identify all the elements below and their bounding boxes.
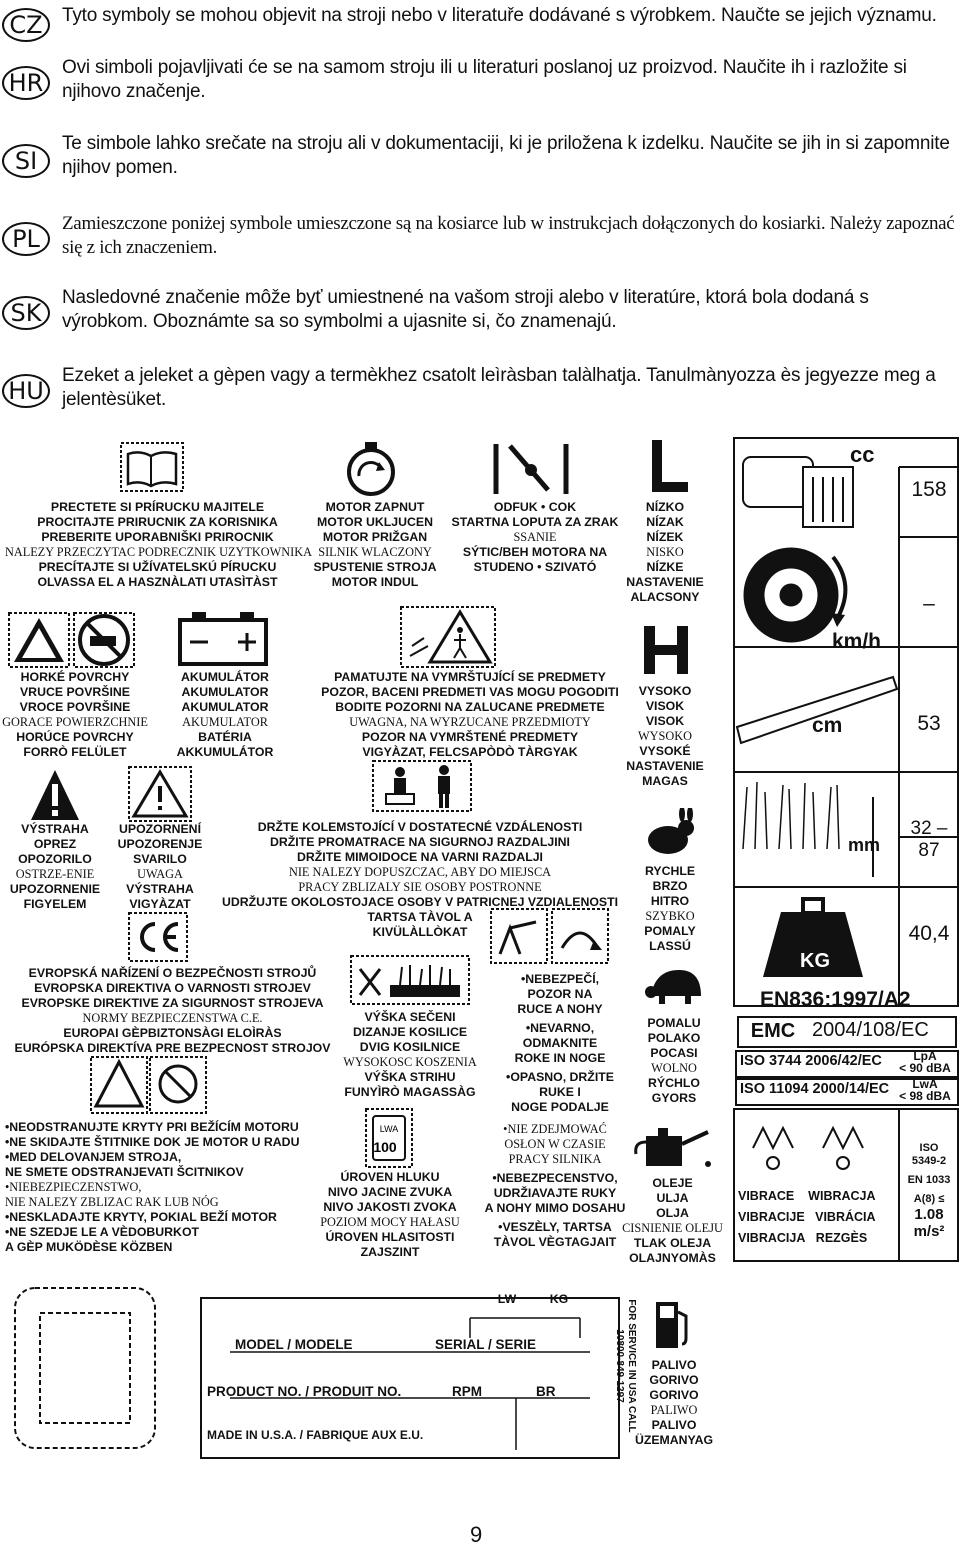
hand-foot-hazard-icon [490,908,610,964]
vibration-labels: VIBRACE WIBRACJA VIBRACIJE VIBRÁCIA VIBRACIJA REZGÈS [738,1189,876,1245]
fuel-pump-icon [652,1298,692,1352]
lang-badge-cz: CZ [2,8,50,42]
engine-on-icon [345,440,397,496]
danger-icon [30,768,80,822]
oil-label: OLEJE ULJA OLJA CISNIENIE OLEJU TLAK OLEJA OLAJNYOMÀS [622,1176,723,1265]
danger-label: VÝSTRAHA OPREZ OPOZORILO OSTRZE-ENIE UPOZORNENIE FIGYELEM [9,822,101,911]
low-letter-icon [650,438,690,494]
plate-br: BR [536,1384,556,1399]
cut-height-icon [350,955,470,1005]
cut-height-label: VÝŠKA SEČENI DIZANJE KOSILICE DVIG KOSILNICE WYSOKOSC KOSZENIA VÝŠKA STRIHU FUNYÌRÒ MAGASSÀG [343,1010,477,1099]
choke-icon [490,440,572,496]
lang-badge-sk: SK [2,296,50,330]
hot-surface-icon [8,612,136,668]
guard-warning-label: •NEODSTRANUJTE KRYTY PRI BEŽÍCÍM MOTORU •NE SKIDAJTE ŠTITNIKE DOK JE MOTOR U RADU •MED DELOVANJEM STROJA, NE SMETE ODSTRANJEVATI ŠCITNIKOV •NIEBEZPIECZENSTWO, NIE NALEZY ZBLIZAC RAK LUB NÓG •NESKLADAJTE KRYTY, POKIAL BEŽÍ MOTOR •NE SZEDJE LE A VÈDOBURKOT A GÈP MUKÖDÈSE KÖZBEN [5,1120,300,1254]
kg-value: 40,4 [908,922,950,945]
intro-text-hr: Ovi simboli pojavljivati će se na samom stroju ili u literaturi poslanoj uz proizvod. Naučite ih i razložite si njihovo značenje. [62,57,907,102]
noise-icon-label: LWA [379,1124,399,1134]
fast-label: RYCHLE BRZO HITRO SZYBKO POMALY LASSÚ [644,864,696,953]
high-letter-icon [642,624,690,676]
page-number: 9 [470,1522,483,1547]
thrown-objects-label: PAMATUJTE NA VYMRŠTUJÍCÍ SE PREDMETY POZOR, BACENI PREDMETI VAS MOGU POGODITI BODITE POZORNI NA ZALUCANE PREDMETE UWAGNA, NA WYRZUCANE PRZEDMIOTY POZOR NA VYMRŠTENÉ PREDMETY VIGYÀZAT, FELCSAPÒDÒ TÀRGYAK [321,670,619,759]
plate-lw: LW [497,1292,517,1306]
choke-label: ODFUK • COK STARTNA LOPUTA ZA ZRAK SSANIE SÝTIC/BEH MOTORA NA STUDENO • SZIVATÓ [451,500,619,574]
en836-label: EN836:1997/A2 [760,988,911,1011]
motor-label: MOTOR ZAPNUT MOTOR UKLJUCEN MOTOR PRIŽGAN SILNIK WLACZONY SPUSTENIE STROJA MOTOR INDUL [313,500,437,589]
mm-unit: mm [848,835,881,855]
noise-level-icon [365,1108,413,1168]
emc-directive: 2004/108/EC [812,1019,929,1041]
caution-icon [128,766,192,822]
kg-unit: KG [800,950,830,972]
speed-unit: km/h [832,630,882,653]
cc-unit: cc [850,442,875,467]
low-label: NÍZKO NÍZAK NÍZEK NISKO NÍZKE NASTAVENIE ALACSONY [626,500,704,604]
iso11094-label: ISO 11094 2000/14/EC [740,1081,890,1097]
cc-value: 158 [911,478,947,501]
eu-directive-label: EVROPSKÁ NAŘÍZENÍ O BEZPEČNOSTI STROJŮ EVROPSKA DIREKTIVA O VARNOSTI STROJEV EVROPSKE DIREKTIVE ZA SIGURNOST STROJEVA NORMY BEZPIECZENSTWA C.E. EUROPAI GÈPBIZTONSÀGI ELOÌRÀS EURÓPSKA DIREKTÍVA PRE BEZPECNOST STROJOV [14,966,331,1055]
bystander-icon [372,760,472,812]
battery-label: AKUMULÁTOR AKUMULATOR AKUMULATOR AKUMULATOR BATÉRIA AKKUMULÁTOR [176,670,274,759]
intro-text-sk: Nasledovné značenie môže byť umiestnené na vašom stroji alebo v literatúre, ktorá bola dodaná s výrobkom. Oboznámte sa so symbolmi a ujasnite si, čo znamenajú. [62,287,869,332]
mower-outline-icon [5,1268,205,1508]
lang-badge-si: SI [2,144,50,178]
lang-badge-hr: HR [2,66,50,100]
manual-label: PRECTETE SI PRÍRUCKU MAJITELE PROCITAJTE PRIRUCNIK ZA KORISNIKA PREBERITE UPORABNIŠKI PRIROCNIK NALEZY PRZECZYTAC PODRECZNIK UZYTKOWNIKA PRECÍTAJTE SI UŽÍVATELSKÚ PÍRUCKU OLVASSA EL A HASZNÀLATI UTASÌTÀST [5,500,312,589]
guard-hazard-label: •NIE ZDEJMOWAĆ OSŁON W CZASIE PRACY SILNIKA •NEBEZPECENSTVO, UDRŽIAVAJTE RUKY A NOHY MIMO DOSAHU •VESZÈLY, TARTSA TÀVOL VÈGTAGJAIT [484,1122,626,1249]
intro-text-cz: Tyto symboly se mohou objevit na stroji nebo v literatuře dodávané s výrobkem. Naučte se jejich významu. [62,5,937,26]
fuel-label: PALIVO GORIVO GORIVO PALIWO PALIVO ÜZEMANYAG [634,1358,714,1447]
plate-product: PRODUCT NO. / PRODUIT NO. [207,1384,402,1399]
lang-badge-hu: HU [2,374,50,408]
noise-label: ÚROVEN HLUKU NIVO JACINE ZVUKA NIVO JAKOSTI ZVOKA POZIOM MOCY HAŁASU ÚROVEN HLASITOSTI ZAJSZINT [320,1170,460,1259]
plate-made-in: MADE IN U.S.A. / FABRIQUE AUX E.U. [207,1428,424,1442]
plate-kg: KG [549,1292,569,1306]
hand-foot-label: •NEBEZPEČÍ, POZOR NA RUCE A NOHY •NEVARNO, ODMAKNITE ROKE IN NOGE •OPASNO, DRŽITE RUKE I NOGE PODALJE [506,972,614,1114]
mm-value: 32 – 87 [910,818,948,861]
plate-rpm: RPM [452,1384,482,1399]
noise-icon-value: 100 [373,1139,397,1155]
thrown-objects-icon [400,606,496,668]
distance-label: DRŽTE KOLEMSTOJÍCÍ V DOSTATECNÉ VZDÁLENOSTI DRŽITE PROMATRACE NA SIGURNOJ RAZDALJINI DRŽITE MIMOIDOCE NA VARNI RAZDALJI NIE NALEZY DOPUSZCZAC, ABY DO MIEJSCA PRACY ZBLIZALY SIE OSOBY POSTRONNE UDRŽUJTE OKOLOSTOJACE OSOBY V PATRICNEJ VZDIALENOSTI TARTSA TÀVOL A KIVÜLÀLLÒKAT [221,820,619,939]
cm-unit: cm [812,714,843,737]
plate-model: MODEL / MODELE [235,1337,353,1352]
lang-badge-pl: PL [2,222,50,256]
oil-can-icon [632,1124,712,1174]
hot-label: HORKÉ POVRCHY VRUCE POVRŠINE VROCE POVRŠINE GORACE POWIERZCHNIE HORÚCE POVRCHY FORRÒ FELÜLET [2,670,148,759]
iso3744-label: ISO 3744 2006/42/EC [740,1053,882,1069]
book-icon [120,442,184,492]
caution-label: UPOZORNENÍ UPOZORENJE SVARILO UWAGA VÝSTRAHA VIGYÀZAT [117,822,203,911]
vibration-std: ISO 5349-2 EN 1033 A(8) ≤ 1.08 m/s² [907,1142,951,1240]
slow-label: POMALU POLAKO POCASI WOLNO RÝCHLO GYORS [647,1016,701,1105]
high-label: VYSOKO VISOK VISOK WYSOKO VYSOKÉ NASTAVENIE MAGAS [626,684,704,788]
plate-serial: SERIAL / SERIE [435,1337,537,1352]
lwa-label: LwA < 98 dBA [899,1077,951,1103]
rabbit-icon [642,808,696,858]
intro-text-pl: Zamieszczone poniżej symbole umieszczone są na kosiarce lub w instrukcjach dołączonych do kosiarki. Należy zapoznać się z ich znaczeniem. [62,213,955,258]
cm-value: 53 [917,712,941,735]
guard-warning-icon [90,1056,208,1114]
ce-mark-icon [128,912,188,962]
intro-text-hu: Ezeket a jeleket a gèpen vagy a termèkhez csatolt leìràsban talàlhatja. Tanulmànyozza ès jegyezze meg a jelentèsüket. [62,365,936,410]
battery-icon [178,612,268,666]
speed-value: – [923,592,935,615]
emc-mark: EMC [737,1018,809,1044]
plate-service-call: FOR SERVICE IN USA CALL 10800-849-1297 [614,1299,637,1433]
intro-text-si: Te simbole lahko srečate na stroju ali v dokumentaciji, ki je priložena k izdelku. Naučite se jih in si zapomnite njihov pomen. [62,133,950,178]
turtle-icon [645,966,705,1006]
lpa-label: LpA < 90 dBA [899,1049,951,1075]
